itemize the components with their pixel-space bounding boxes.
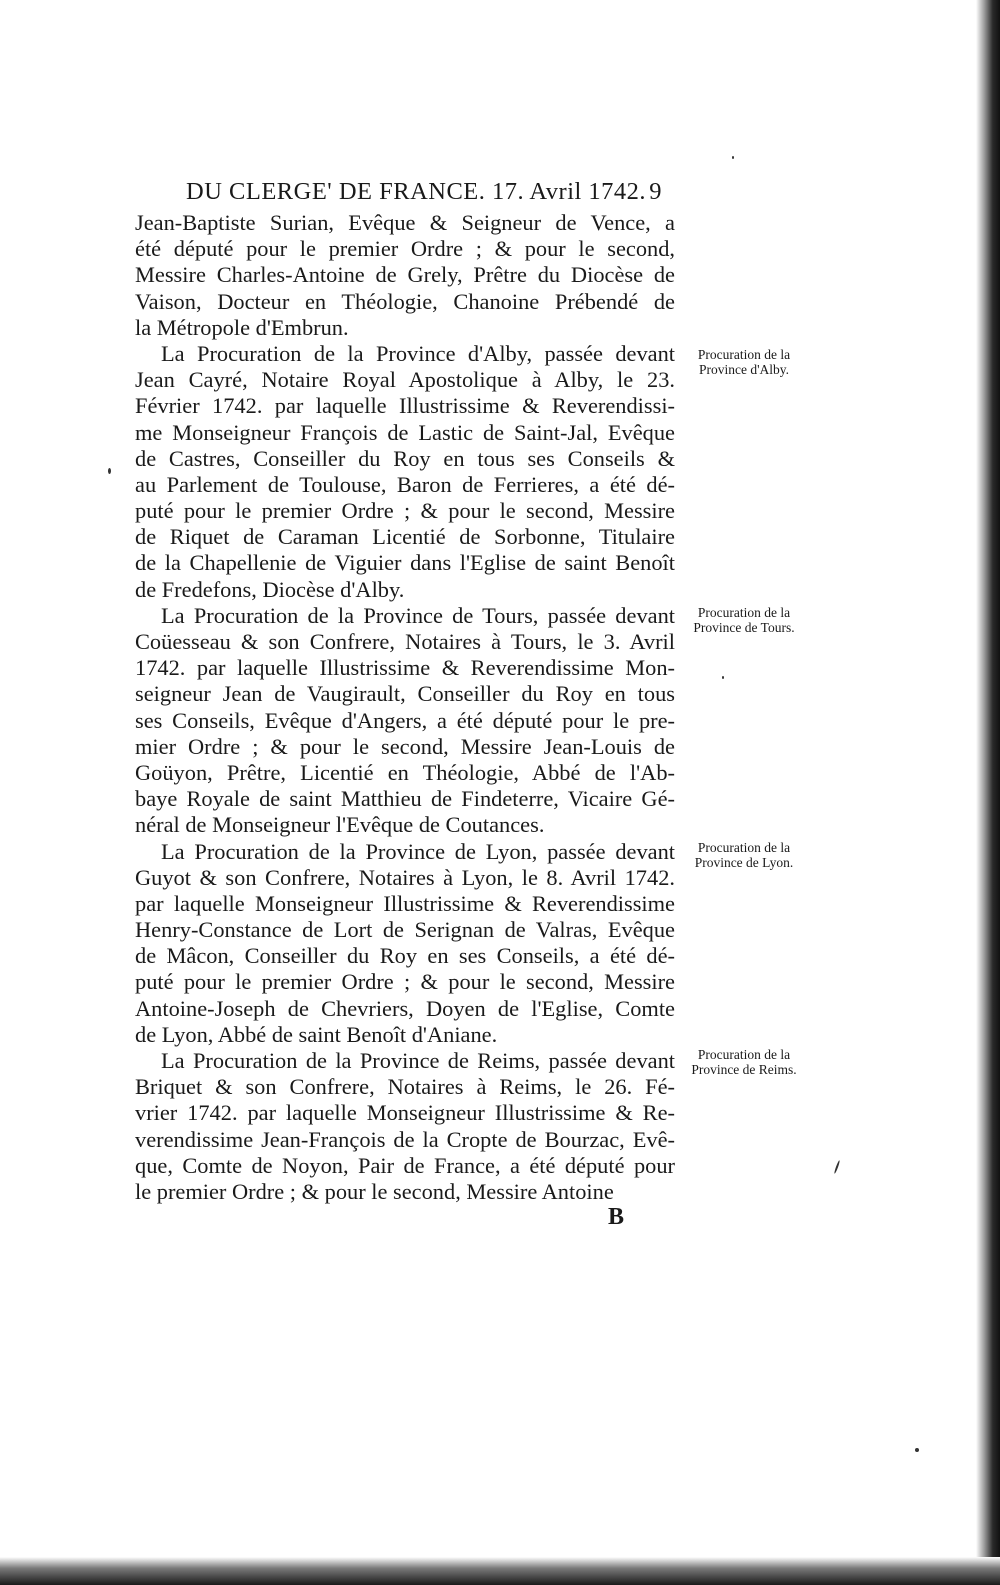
text-line: Guyot & son Confrere, Notaires à Lyon, le 8. Avril 1742. (135, 864, 675, 890)
scan-bottom-edge (0, 1557, 1000, 1585)
text-line: été député pour le premier Ordre ; & pour le second, (135, 236, 675, 262)
text-line: de Castres, Conseiller du Roy en tous ses Conseils & (135, 445, 675, 471)
text-line: La Procuration de la Province de Lyon, passée devant (161, 838, 675, 864)
text-line: au Parlement de Toulouse, Baron de Ferrieres, a été dé- (135, 471, 675, 497)
text-line: Goüyon, Prêtre, Licentié en Théologie, Abbé de l'Ab- (135, 759, 675, 785)
text-line: puté pour le premier Ordre ; & pour le second, Messire (135, 498, 675, 524)
ink-speck (834, 1160, 841, 1174)
margin-note-line: Procuration de la (697, 1047, 791, 1062)
paragraph (135, 210, 675, 341)
text-line: Jean Cayré, Notaire Royal Apostolique à Alby, le 23. (135, 367, 675, 393)
text-line: de Fredefons, Diocèse d'Alby. (135, 576, 405, 602)
page-number: 9 (649, 178, 662, 205)
ink-speck (108, 468, 111, 474)
text-line: de la Chapellenie de Viguier dans l'Eglise de saint Benoît (135, 550, 675, 576)
text-line: Henry-Constance de Lort de Serignan de Valras, Evêque (135, 917, 675, 943)
margin-note-lyon (680, 840, 808, 870)
margin-note-reims (680, 1047, 808, 1077)
ink-speck (722, 676, 724, 679)
text-line: La Procuration de la Province de Reims, passée devant (161, 1048, 675, 1073)
running-head (186, 178, 662, 206)
text-line: la Métropole d'Embrun. (135, 314, 349, 340)
ink-speck (732, 156, 734, 159)
scan-right-edge (976, 0, 1000, 1585)
text-line: La Procuration de la Province d'Alby, passée devant (161, 340, 675, 366)
text-line: vrier 1742. par laquelle Monseigneur Illustrissime & Re- (135, 1100, 675, 1126)
text-line: seigneur Jean de Vaugirault, Conseiller du Roy en tous (135, 681, 675, 707)
text-line: Messire Charles-Antoine de Grely, Prêtre du Diocèse de (135, 262, 675, 288)
margin-note-line: Province d'Alby. (698, 362, 790, 377)
running-head-title: DU CLERGE' DE FRANCE. 17. Avril 1742. (186, 178, 647, 205)
text-line: de Riquet de Caraman Licentié de Sorbonne, Titulaire (135, 524, 675, 550)
paragraph (135, 839, 675, 1049)
text-line: Coüesseau & son Confrere, Notaires à Tours, le 3. Avril (135, 629, 675, 654)
text-line: Jean-Baptiste Surian, Evêque & Seigneur de Vence, a (135, 210, 675, 235)
text-line: Vaison, Docteur en Théologie, Chanoine Prébendé de (135, 288, 675, 314)
text-line: de Lyon, Abbé de saint Benoît d'Aniane. (135, 1021, 498, 1047)
text-line: néral de Monseigneur l'Evêque de Coutances. (135, 812, 545, 838)
text-line: de Mâcon, Conseiller du Roy en ses Conseils, a été dé- (135, 943, 675, 969)
text-line: que, Comte de Noyon, Pair de France, a été député pour (135, 1152, 675, 1178)
text-line: La Procuration de la Province de Tours, passée devant (161, 602, 675, 628)
text-line: Briquet & son Confrere, Notaires à Reims, le 26. Fé- (135, 1074, 675, 1100)
text-line: Février 1742. par laquelle Illustrissime & Reverendissi- (135, 393, 675, 419)
margin-note-line: Province de Tours. (693, 620, 795, 635)
margin-note-alby (680, 347, 808, 377)
text-line: 1742. par laquelle Illustrissime & Reverendissime Mon- (135, 655, 675, 681)
paragraph (135, 1048, 675, 1205)
signature-mark: B (608, 1204, 625, 1230)
main-text (135, 210, 675, 1205)
text-line: baye Royale de saint Matthieu de Findeterre, Vicaire Gé- (135, 786, 675, 812)
text-line: le premier Ordre ; & pour le second, Messire Antoine (135, 1178, 614, 1204)
margin-note-line: Procuration de la (697, 840, 791, 855)
margin-note-line: Province de Reims. (691, 1062, 797, 1077)
text-line: puté pour le premier Ordre ; & pour le second, Messire (135, 969, 675, 995)
text-line: verendissime Jean-François de la Cropte de Bourzac, Evê- (135, 1126, 675, 1152)
text-line: ses Conseils, Evêque d'Angers, a été député pour le pre- (135, 707, 675, 733)
margin-note-line: Province de Lyon. (694, 855, 794, 870)
paragraph (135, 341, 675, 603)
margin-note-line: Procuration de la (697, 347, 791, 362)
margin-note-tours (680, 605, 808, 635)
text-line: par laquelle Monseigneur Illustrissime & Reverendissime (135, 890, 675, 916)
margin-note-line: Procuration de la (697, 605, 791, 620)
paragraph (135, 603, 675, 839)
text-line: me Monseigneur François de Lastic de Saint-Jal, Evêque (135, 419, 675, 445)
text-line: Antoine-Joseph de Chevriers, Doyen de l'Eglise, Comte (135, 995, 675, 1021)
ink-speck (915, 1448, 919, 1452)
text-line: mier Ordre ; & pour le second, Messire Jean-Louis de (135, 733, 675, 759)
